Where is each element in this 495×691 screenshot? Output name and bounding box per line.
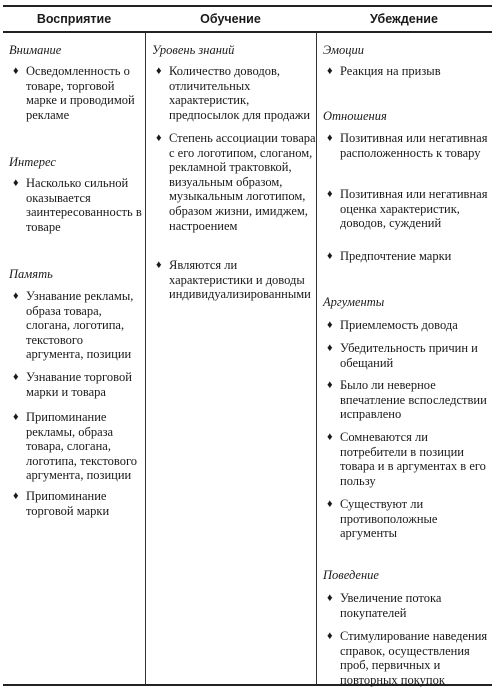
- column-perception: [3, 33, 145, 684]
- list-item-text: Сомневаются ли потребители в позиции товара и в аргументах в его пользу: [340, 430, 486, 488]
- list-item: [323, 629, 493, 687]
- list-item: [323, 131, 493, 160]
- list-item-text: Узнавание торговой марки и товара: [26, 370, 132, 399]
- section-title: Аргументы: [323, 295, 385, 309]
- section-title: Уровень знаний: [152, 43, 235, 57]
- list-item: [323, 497, 493, 541]
- bullet-icon: ♦: [13, 371, 19, 383]
- list-item-text: Припоминание торговой марки: [26, 489, 110, 518]
- list-item-text: Стимулирование наведения справок, осуществления проб, первичных и повторных покупок: [340, 629, 488, 687]
- list-item: [9, 64, 143, 122]
- bullet-icon: ♦: [327, 592, 333, 604]
- list-item: [152, 258, 316, 302]
- header-persuasion: Убеждение: [370, 12, 438, 26]
- list-item-text: Количество доводов, отличительных характеристик, предпосылок для продажи: [169, 64, 311, 122]
- section-title: Поведение: [323, 568, 379, 582]
- bullet-icon: ♦: [13, 290, 19, 302]
- list-item: [9, 370, 143, 399]
- list-item: [152, 64, 316, 122]
- list-item-text: Припоминание рекламы, образа товара, слогана, логотипа, текстового аргумента, позиции: [26, 410, 138, 483]
- list-item: [9, 489, 143, 518]
- table-body: [3, 33, 492, 687]
- list-item: [323, 378, 493, 422]
- bullet-icon: ♦: [327, 132, 333, 144]
- list-item-text: Реакция на призыв: [340, 64, 441, 78]
- header-learning: Обучение: [200, 12, 261, 26]
- list-item-text: Увеличение потока покупателей: [340, 591, 442, 620]
- list-item: [323, 341, 493, 370]
- comparison-table: [3, 5, 492, 686]
- list-item-text: Являются ли характеристики и доводы индивидуализированными: [169, 258, 311, 302]
- list-item: [152, 131, 316, 233]
- header-perception: Восприятие: [36, 12, 112, 26]
- bullet-icon: ♦: [156, 65, 162, 77]
- list-item-text: Позитивная или негативная расположенность к товару: [340, 131, 488, 160]
- column-persuasion: [316, 33, 492, 687]
- list-item-text: Приемлемость довода: [340, 318, 458, 332]
- bullet-icon: ♦: [327, 498, 333, 510]
- list-item: [9, 289, 143, 362]
- bullet-icon: ♦: [327, 431, 333, 443]
- bullet-icon: ♦: [327, 379, 333, 391]
- list-item-text: Насколько сильной оказывается заинтересованность в товаре: [26, 176, 142, 234]
- bullet-icon: ♦: [156, 259, 162, 271]
- list-item: [323, 430, 493, 488]
- list-item: [323, 318, 493, 333]
- list-item: [323, 187, 493, 231]
- list-item: [323, 591, 493, 620]
- list-item-text: Предпочтение марки: [340, 249, 452, 263]
- bullet-icon: ♦: [13, 411, 19, 423]
- list-item: [323, 249, 493, 264]
- bullet-icon: ♦: [327, 630, 333, 642]
- list-item-text: Степень ассоциации товара с его логотипом, слоганом, рекламной трактовкой, визуальным образом, музыкальным логотипом, образом жизни, имиджем, настроением: [169, 131, 316, 233]
- list-item: [323, 64, 493, 79]
- column-learning: [145, 33, 316, 684]
- section-title: Память: [9, 267, 53, 281]
- list-item: [9, 176, 143, 234]
- bullet-icon: ♦: [327, 250, 333, 262]
- section-title: Отношения: [323, 109, 387, 123]
- list-item-text: Осведомленность о товаре, торговой марке и проводимой рекламе: [26, 64, 135, 122]
- list-item-text: Убедительность причин и обещаний: [340, 341, 478, 370]
- bullet-icon: ♦: [327, 342, 333, 354]
- bullet-icon: ♦: [13, 490, 19, 502]
- list-item-text: Существуют ли противоположные аргументы: [340, 497, 438, 541]
- list-item: [9, 410, 143, 483]
- list-item-text: Было ли неверное впечатление вспоследствии исправлено: [340, 378, 487, 422]
- section-title: Эмоции: [323, 43, 364, 57]
- section-title: Интерес: [9, 155, 56, 169]
- list-item-text: Узнавание рекламы, образа товара, слогана, логотипа, текстового аргумента, позиции: [26, 289, 134, 362]
- bullet-icon: ♦: [13, 65, 19, 77]
- bullet-icon: ♦: [156, 132, 162, 144]
- section-title: Внимание: [9, 43, 62, 57]
- bullet-icon: ♦: [327, 65, 333, 77]
- bullet-icon: ♦: [327, 319, 333, 331]
- table-header-row: [3, 7, 492, 33]
- bullet-icon: ♦: [13, 177, 19, 189]
- list-item-text: Позитивная или негативная оценка характеристик, доводов, суждений: [340, 187, 488, 231]
- bullet-icon: ♦: [327, 188, 333, 200]
